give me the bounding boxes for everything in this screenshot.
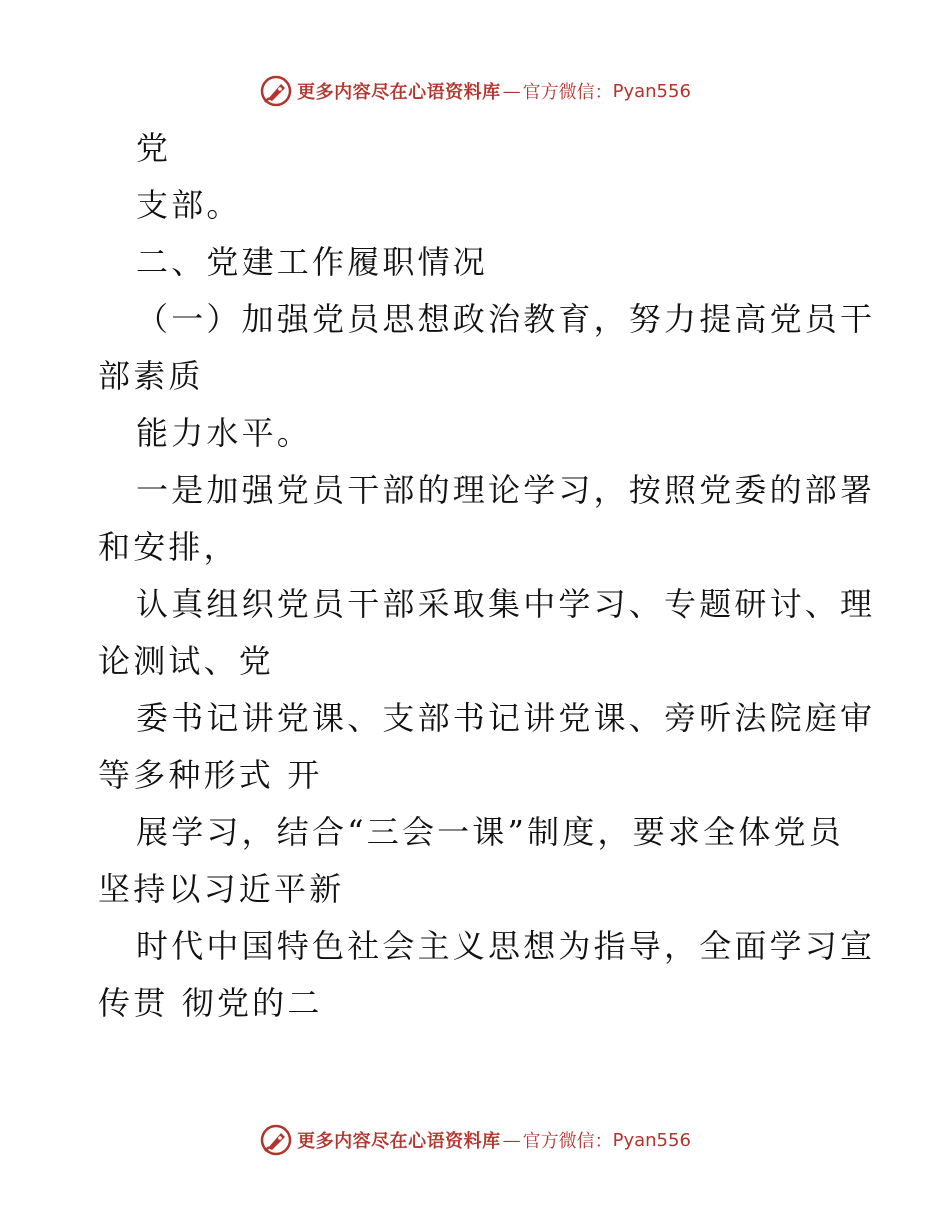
watermark-dash: — bbox=[502, 1129, 521, 1151]
pen-nib-logo-icon bbox=[259, 1123, 293, 1157]
text-line: 和安排， bbox=[98, 528, 239, 566]
text-line: 委书记讲党课、支部书记讲党课、旁听法院庭审 bbox=[136, 699, 876, 737]
text-line: 党 bbox=[136, 129, 172, 167]
watermark-dash: — bbox=[502, 80, 521, 102]
text-line: 展学习，结合“三会一课”制度，要求全体党员 bbox=[136, 813, 844, 851]
text-line: （一）加强党员思想政治教育，努力提高党员干 bbox=[136, 300, 876, 338]
watermark-brand: 更多内容尽在心语资料库 bbox=[297, 82, 501, 103]
text-line: 论测试、党 bbox=[98, 642, 275, 680]
watermark-brand: 更多内容尽在心语资料库 bbox=[297, 1131, 501, 1152]
watermark-label: 官方微信： bbox=[522, 1131, 613, 1152]
text-line: 传贯 彻党的二 bbox=[98, 984, 323, 1022]
text-line: 等多种形式 开 bbox=[98, 756, 323, 794]
text-line: 认真组织党员干部采取集中学习、专题研讨、理 bbox=[136, 585, 876, 623]
watermark-account: Pyan556 bbox=[612, 80, 691, 102]
text-line: 一是加强党员干部的理论学习，按照党委的部署 bbox=[136, 471, 876, 509]
section-heading: 二、党建工作履职情况 bbox=[136, 243, 489, 281]
footer-watermark bbox=[0, 1120, 950, 1160]
text-line: 部素质 bbox=[98, 357, 204, 395]
text-line: 时代中国特色社会主义思想为指导，全面学习宣 bbox=[136, 927, 876, 965]
watermark-account: Pyan556 bbox=[612, 1129, 691, 1151]
watermark-label: 官方微信： bbox=[522, 82, 613, 103]
text-line: 坚持以习近平新 bbox=[98, 870, 345, 908]
pen-nib-logo-icon bbox=[259, 74, 293, 108]
document-body bbox=[98, 120, 876, 1032]
header-watermark bbox=[0, 71, 950, 111]
text-line: 支部。 bbox=[136, 186, 242, 224]
text-line: 能力水平。 bbox=[136, 414, 313, 452]
